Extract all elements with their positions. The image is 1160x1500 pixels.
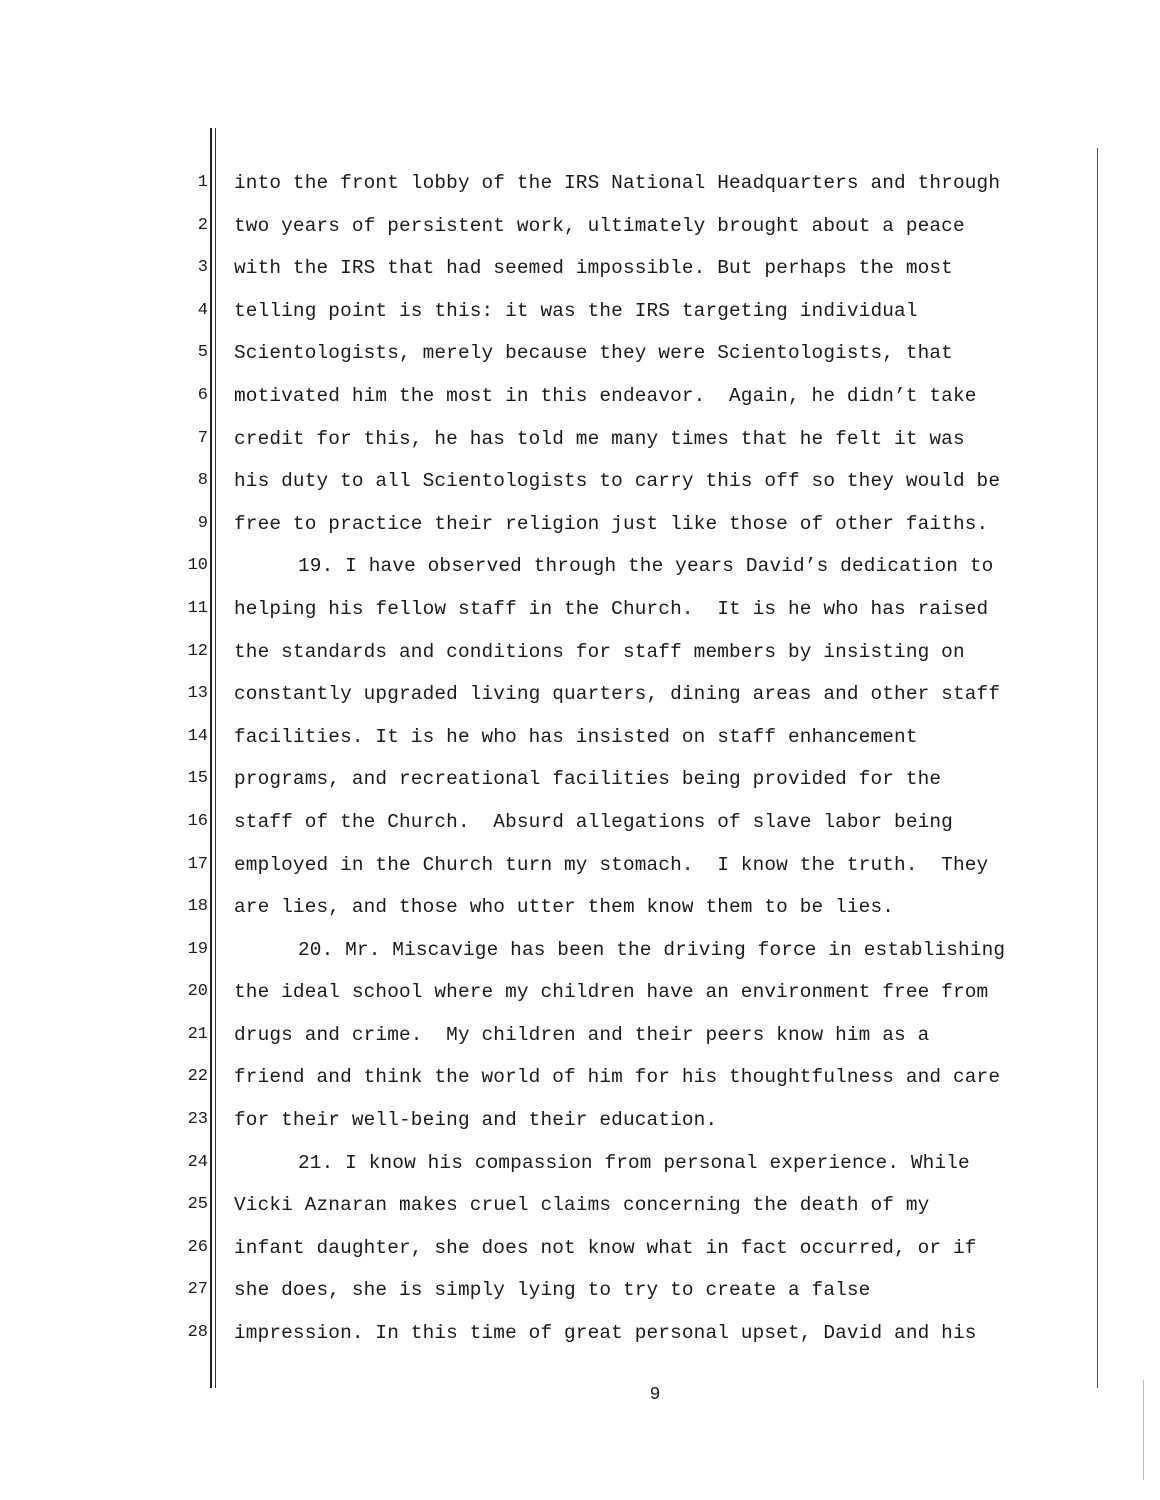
line-number: 8 (197, 471, 208, 491)
paragraph-start-line: 21. I know his compassion from personal experience. While (298, 1151, 970, 1174)
line-number: 19 (187, 939, 208, 959)
scan-edge-mark (1143, 1380, 1144, 1480)
line-number: 7 (197, 428, 208, 448)
text-line: the standards and conditions for staff members by insisting on (234, 640, 965, 663)
line-number: 20 (187, 982, 208, 1002)
text-line: constantly upgraded living quarters, dining areas and other staff (234, 683, 1001, 706)
text-line: the ideal school where my children have an environment free from (234, 981, 989, 1004)
line-number: 10 (187, 556, 208, 576)
document-body (234, 162, 1094, 1355)
line-number: 6 (197, 385, 208, 405)
left-margin-rule-inner (215, 128, 216, 1388)
text-line: Vicki Aznaran makes cruel claims concerning the death of my (234, 1194, 930, 1217)
line-number: 9 (197, 513, 208, 533)
line-number-column (170, 162, 208, 1355)
line-number: 27 (187, 1280, 208, 1300)
line-number: 14 (187, 726, 208, 746)
text-line: telling point is this: it was the IRS targeting individual (234, 299, 918, 322)
text-line: credit for this, he has told me many times that he felt it was (234, 427, 965, 450)
text-line: facilities. It is he who has insisted on staff enhancement (234, 725, 918, 748)
text-line: free to practice their religion just like those of other faiths. (234, 512, 989, 535)
text-line: into the front lobby of the IRS National Headquarters and through (234, 172, 1001, 194)
right-margin-rule (1097, 148, 1098, 1388)
line-number: 28 (187, 1323, 208, 1343)
line-number: 26 (187, 1237, 208, 1257)
text-line: friend and think the world of him for his thoughtfulness and care (234, 1066, 1001, 1089)
line-number: 16 (187, 811, 208, 831)
line-number: 2 (197, 215, 208, 235)
text-line: motivated him the most in this endeavor. Again, he didn’t take (234, 384, 977, 407)
text-line: helping his fellow staff in the Church. It is he who has raised (234, 597, 989, 620)
paragraph-start-line: 19. I have observed through the years David’s dedication to (298, 555, 994, 578)
line-number: 11 (187, 598, 208, 618)
text-line: for their well-being and their education. (234, 1109, 718, 1132)
line-number: 23 (187, 1110, 208, 1130)
line-number: 18 (187, 897, 208, 917)
line-number: 12 (187, 641, 208, 661)
text-line: his duty to all Scientologists to carry this off so they would be (234, 470, 1001, 493)
text-line: employed in the Church turn my stomach. I know the truth. They (234, 853, 989, 876)
line-number: 24 (187, 1152, 208, 1172)
text-line: Scientologists, merely because they were Scientologists, that (234, 342, 953, 365)
text-line: she does, she is simply lying to try to create a false (234, 1279, 871, 1302)
text-line: staff of the Church. Absurd allegations of slave labor being (234, 810, 953, 833)
text-line: are lies, and those who utter them know them to be lies. (234, 896, 895, 919)
text-line: infant daughter, she does not know what in fact occurred, or if (234, 1236, 977, 1259)
line-number: 5 (197, 343, 208, 363)
paragraph-start-line: 20. Mr. Miscavige has been the driving force in establishing (298, 938, 1006, 961)
left-margin-rule-outer (210, 128, 212, 1388)
page-number: 9 (649, 1385, 661, 1405)
line-number: 1 (197, 173, 208, 192)
text-line: impression. In this time of great personal upset, David and his (234, 1322, 977, 1345)
line-number: 17 (187, 854, 208, 874)
line-number: 15 (187, 769, 208, 789)
text-line: drugs and crime. My children and their peers know him as a (234, 1023, 930, 1046)
line-number: 22 (187, 1067, 208, 1087)
line-number: 25 (187, 1195, 208, 1215)
text-line: with the IRS that had seemed impossible. But perhaps the most (234, 257, 953, 280)
text-line: two years of persistent work, ultimately brought about a peace (234, 214, 965, 237)
line-number: 3 (197, 258, 208, 278)
line-number: 21 (187, 1024, 208, 1044)
line-number: 4 (197, 300, 208, 320)
text-line: programs, and recreational facilities being provided for the (234, 768, 942, 791)
line-number: 13 (187, 684, 208, 704)
